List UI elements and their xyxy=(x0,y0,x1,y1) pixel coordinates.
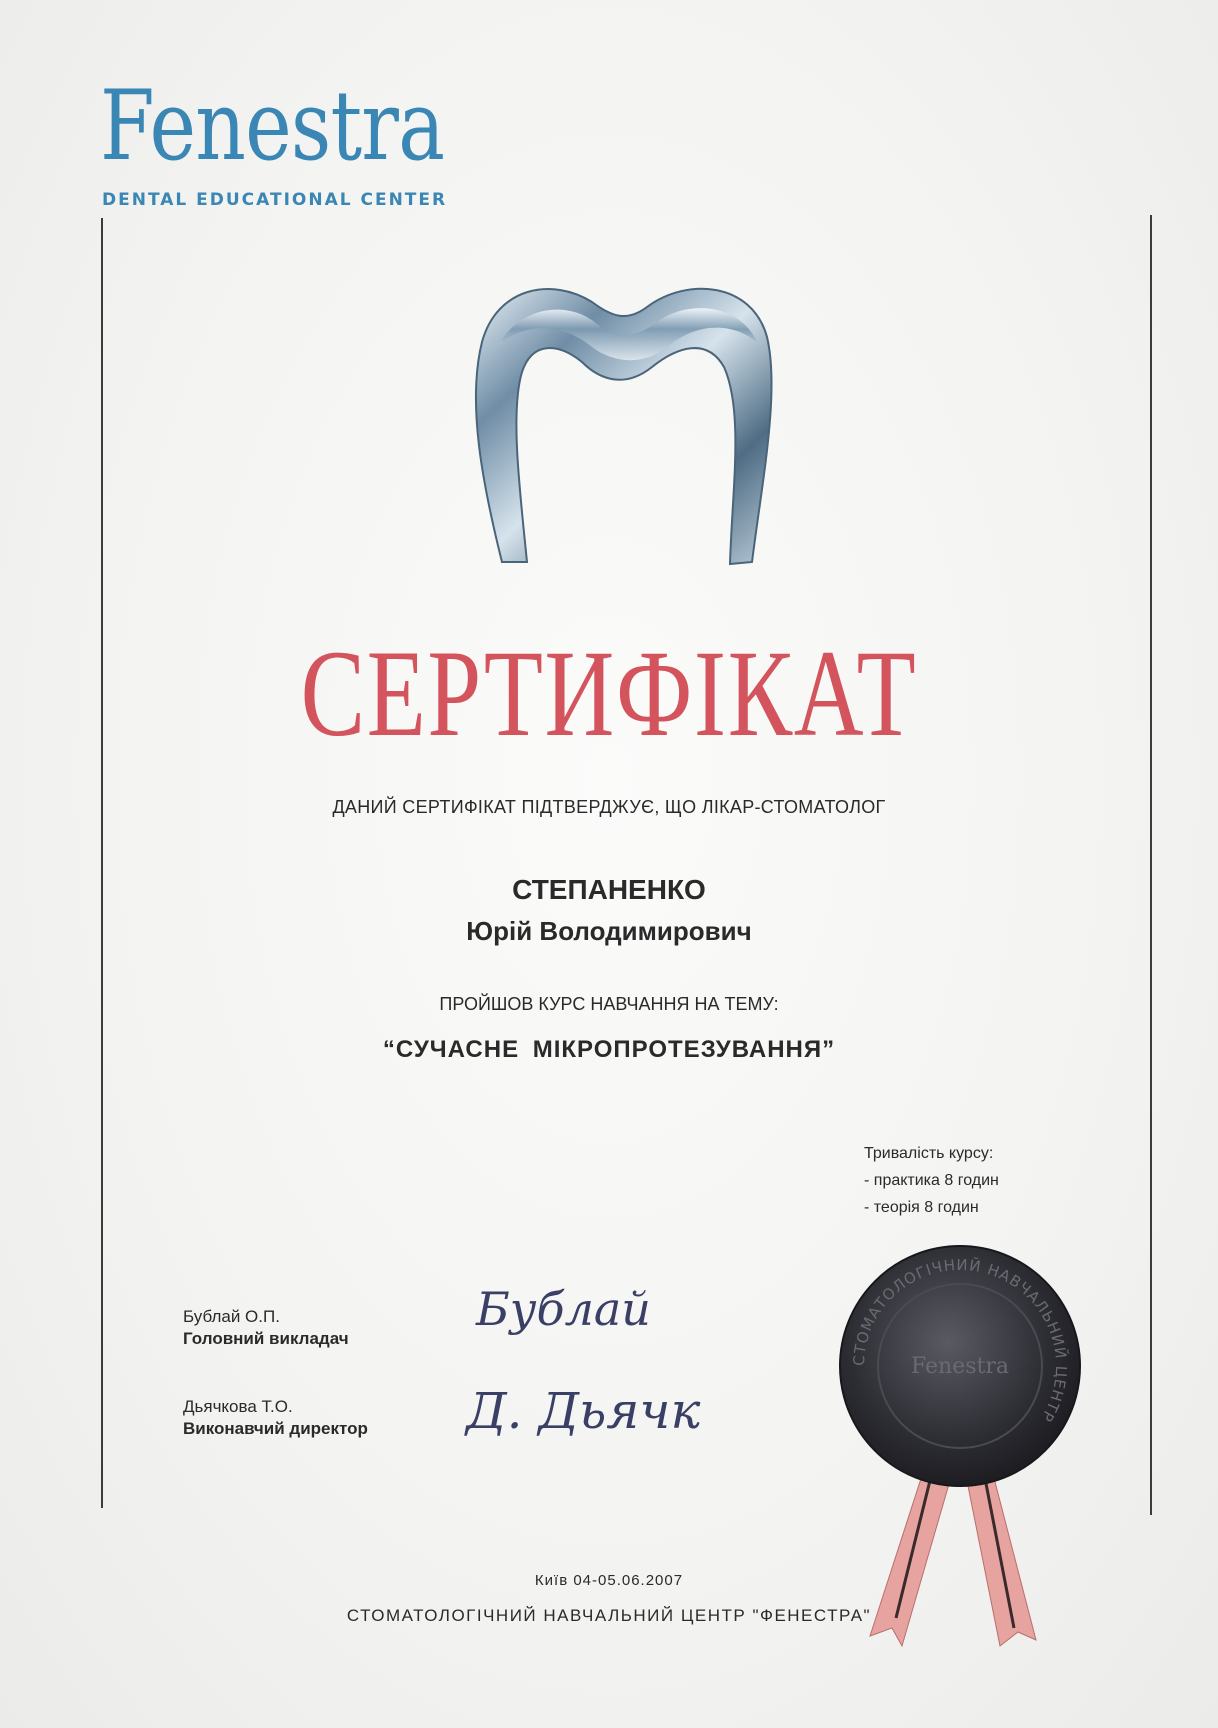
signer-role: Головний викладач xyxy=(183,1329,349,1348)
seal-ring-text: СТОМАТОЛОГІЧНИЙ НАВЧАЛЬНИЙ ЦЕНТР xyxy=(849,1255,1071,1426)
confirm-text: ДАНИЙ СЕРТИФІКАТ ПІДТВЕРДЖУЄ, ЩО ЛІКАР-СТОМАТОЛОГ xyxy=(332,797,886,817)
wax-seal-icon xyxy=(830,1236,1090,1656)
duration-label: Тривалість курсу: xyxy=(864,1145,994,1162)
logo-name: Fenestra xyxy=(100,70,445,182)
course-passed-text: ПРОЙШОВ КУРС НАВЧАННЯ НА ТЕМУ: xyxy=(439,994,779,1014)
signature-lead-teacher: Бублай xyxy=(476,1282,651,1336)
signer-role: Виконавчий директор xyxy=(183,1419,368,1438)
logo-subtitle: DENTAL EDUCATIONAL CENTER xyxy=(102,190,448,210)
signer-name: Дьячкова Т.О. xyxy=(183,1397,293,1416)
signer-name: Бублай О.П. xyxy=(183,1307,280,1326)
recipient-surname: СТЕПАНЕНКО xyxy=(512,874,706,905)
course-duration xyxy=(864,1140,999,1221)
organization-name: СТОМАТОЛОГІЧНИЙ НАВЧАЛЬНИЙ ЦЕНТР "ФЕНЕСТРА" xyxy=(346,1606,872,1625)
place-date: Київ 04-05.06.2007 xyxy=(534,1572,684,1589)
right-border-line xyxy=(1150,215,1152,1515)
signature-executive-director: Д. Дьячк xyxy=(466,1382,701,1440)
tooth-emblem-icon xyxy=(462,262,782,582)
seal-center-text: Fenestra xyxy=(910,1354,1010,1379)
signer-lead-teacher xyxy=(183,1306,349,1350)
left-border-line xyxy=(101,218,103,1508)
certificate-title: СЕРТИФІКАТ xyxy=(300,625,918,762)
recipient-given-names: Юрій Володимирович xyxy=(466,916,752,946)
duration-practice: - практика 8 годин xyxy=(864,1172,999,1189)
signer-executive-director xyxy=(183,1396,368,1440)
course-topic: “СУЧАСНЕ МІКРОПРОТЕЗУВАННЯ” xyxy=(382,1036,836,1063)
duration-theory: - теорія 8 годин xyxy=(864,1199,979,1216)
